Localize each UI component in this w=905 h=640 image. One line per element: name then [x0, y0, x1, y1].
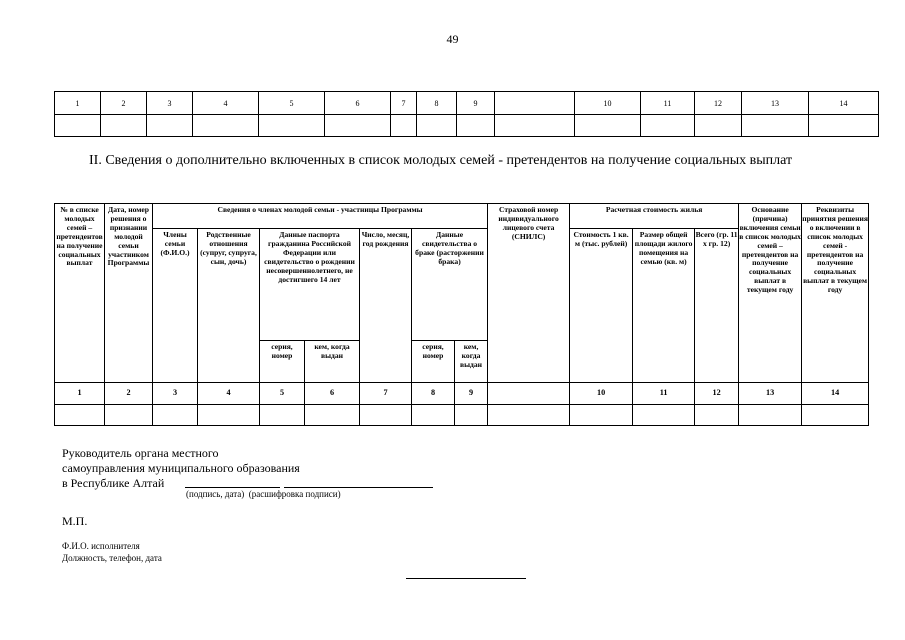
- executor-details: Должность, телефон, дата: [62, 553, 162, 563]
- top-col-num: 6: [325, 92, 391, 115]
- table-cell: [488, 405, 570, 426]
- table-cell: [305, 405, 360, 426]
- stamp-place: М.П.: [62, 514, 88, 528]
- col-number: 7: [360, 383, 412, 405]
- top-col-num: 2: [101, 92, 147, 115]
- table-cell: [809, 115, 879, 137]
- col-member-name: Члены семьи (Ф.И.О.): [153, 229, 198, 383]
- col-number: 6: [305, 383, 360, 405]
- col-number: 3: [153, 383, 198, 405]
- col-number: 13: [739, 383, 802, 405]
- col-passport-series: серия, номер: [260, 341, 305, 383]
- table-cell: [695, 115, 742, 137]
- col-number: 10: [570, 383, 633, 405]
- footnote-separator: [406, 578, 526, 579]
- col-marriage-series: серия, номер: [412, 341, 455, 383]
- table-cell: [457, 115, 495, 137]
- table-cell: [153, 405, 198, 426]
- table-cell: [147, 115, 193, 137]
- col-marriage-issued: кем, когда выдан: [455, 341, 488, 383]
- col-number: 12: [695, 383, 739, 405]
- top-col-num: 12: [695, 92, 742, 115]
- top-col-num: 8: [417, 92, 457, 115]
- top-col-num: 13: [742, 92, 809, 115]
- col-cost-per-meter: Стоимость 1 кв. м (тыс. рублей): [570, 229, 633, 383]
- col-number: 1: [55, 383, 105, 405]
- table-cell: [325, 115, 391, 137]
- col-requisites: Реквизиты принятия решения о включении в список молодых семей - претендентов на получение социальных выплат в текущем году: [802, 204, 869, 383]
- col-number: 4: [198, 383, 260, 405]
- col-number: 9: [455, 383, 488, 405]
- table-cell: [575, 115, 641, 137]
- table-cell: [633, 405, 695, 426]
- col-number: 5: [260, 383, 305, 405]
- table-cell: [198, 405, 260, 426]
- signature-caption: (подпись, дата) (расшифровка подписи): [186, 489, 341, 499]
- top-col-num: [495, 92, 575, 115]
- signature-underline: [185, 487, 280, 488]
- signature-decode-underline: [284, 487, 433, 488]
- table-cell: [391, 115, 417, 137]
- col-number: 8: [412, 383, 455, 405]
- group-family-members: Сведения о членах молодой семьи - участницы Программы: [153, 204, 488, 229]
- table-cell: [739, 405, 802, 426]
- col-passport: Данные паспорта гражданина Российской Федерации или свидетельство о рождении несовершеннолетнего, не достигшего 14 лет: [260, 229, 360, 341]
- top-col-num: 7: [391, 92, 417, 115]
- col-number: 2: [105, 383, 153, 405]
- table-cell: [455, 405, 488, 426]
- top-col-num: 5: [259, 92, 325, 115]
- col-snils: Страховой номер индивидуального лицевого счета (СНИЛС): [488, 204, 570, 383]
- table-cell: [802, 405, 869, 426]
- top-col-num: 3: [147, 92, 193, 115]
- col-birth-date: Число, месяц, год рождения: [360, 229, 412, 383]
- col-total: Всего (гр. 11 х гр. 12): [695, 229, 739, 383]
- table-cell: [105, 405, 153, 426]
- table-cell: [417, 115, 457, 137]
- table-cell: [641, 115, 695, 137]
- table-cell: [742, 115, 809, 137]
- table-cell: [55, 405, 105, 426]
- table-cell: [412, 405, 455, 426]
- col-relation: Родственные отношения (супруг, супруга, сын, дочь): [198, 229, 260, 383]
- main-table: [54, 203, 869, 426]
- col-number: 11: [633, 383, 695, 405]
- signature-line-1: Руководитель органа местного: [62, 446, 219, 460]
- table-cell: [260, 405, 305, 426]
- col-reason: Основание (причина) включения семьи в список молодых семей – претендентов на получение социальных выплат в текущем году: [739, 204, 802, 383]
- executor-name: Ф.И.О. исполнителя: [62, 541, 140, 551]
- col-list-number: № в списке молодых семей – претендентов на получение социальных выплат: [55, 204, 105, 383]
- table-cell: [259, 115, 325, 137]
- group-housing-cost: Расчетная стоимость жилья: [570, 204, 739, 229]
- col-area: Размер общей площади жилого помещения на семью (кв. м): [633, 229, 695, 383]
- table-cell: [570, 405, 633, 426]
- table-cell: [360, 405, 412, 426]
- top-col-num: 4: [193, 92, 259, 115]
- top-table: [54, 91, 879, 137]
- top-col-num: 11: [641, 92, 695, 115]
- signature-line-3: в Республике Алтай: [62, 476, 165, 490]
- col-passport-issued: кем, когда выдан: [305, 341, 360, 383]
- table-cell: [495, 115, 575, 137]
- table-cell: [695, 405, 739, 426]
- top-col-num: 1: [55, 92, 101, 115]
- col-marriage-cert: Данные свидетельства о браке (расторжении брака): [412, 229, 488, 341]
- col-number: 14: [802, 383, 869, 405]
- top-col-num: 9: [457, 92, 495, 115]
- top-col-num: 14: [809, 92, 879, 115]
- section-title: II. Сведения о дополнительно включенных в список молодых семей - претендентов на получение социальных выплат: [89, 153, 793, 168]
- signature-line-2: самоуправления муниципального образования: [62, 461, 300, 475]
- top-col-num: 10: [575, 92, 641, 115]
- table-cell: [193, 115, 259, 137]
- table-cell: [55, 115, 101, 137]
- page-number: 49: [446, 32, 459, 46]
- col-decision-date: Дата, номер решения о признании молодой семьи участником Программы: [105, 204, 153, 383]
- table-cell: [101, 115, 147, 137]
- col-number: [488, 383, 570, 405]
